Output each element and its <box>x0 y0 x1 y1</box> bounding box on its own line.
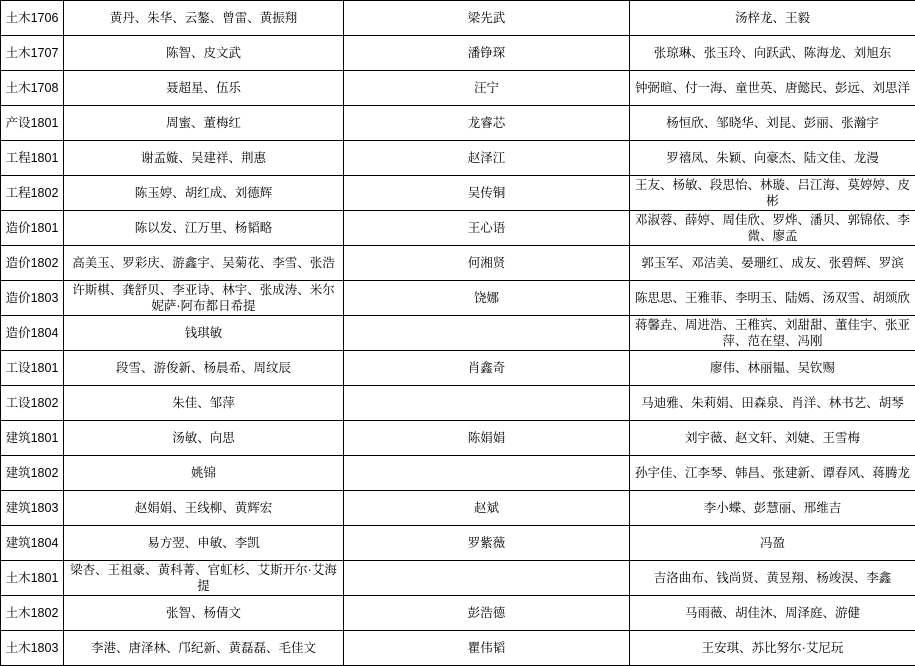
table-row <box>1 351 915 386</box>
class-id-cell: 土木1801 <box>1 561 64 596</box>
class-id-cell: 造价1804 <box>1 316 64 351</box>
names-group-2-cell: 刘宇薇、赵文轩、刘婕、王雪梅 <box>630 421 915 456</box>
names-group-1-cell: 高美玉、罗彩庆、游鑫宇、吴菊花、李雪、张浩 <box>64 246 344 281</box>
table-row <box>1 106 915 141</box>
class-id-cell: 土木1706 <box>1 1 64 36</box>
single-name-cell: 罗紫薇 <box>344 526 630 561</box>
class-id-cell: 造价1802 <box>1 246 64 281</box>
names-group-2-cell: 王友、杨敏、段思怡、林璇、吕江海、莫婷婷、皮彬 <box>630 176 915 211</box>
names-group-2-cell: 钟弼暄、付一海、童世英、唐懿民、彭远、刘思洋 <box>630 71 915 106</box>
table-row <box>1 316 915 351</box>
names-group-1-cell: 钱琪敏 <box>64 316 344 351</box>
names-group-1-cell: 姚锦 <box>64 456 344 491</box>
names-group-2-cell: 冯盈 <box>630 526 915 561</box>
names-group-1-cell: 陈以发、江万里、杨韬略 <box>64 211 344 246</box>
names-group-2-cell: 孙宇佳、江李琴、韩昌、张建新、谭春风、蒋腾龙 <box>630 456 915 491</box>
class-id-cell: 建筑1804 <box>1 526 64 561</box>
single-name-cell: 彭浩德 <box>344 596 630 631</box>
table-row <box>1 176 915 211</box>
single-name-cell <box>344 316 630 351</box>
table-row <box>1 1 915 36</box>
table-row <box>1 71 915 106</box>
names-group-1-cell: 陈智、皮文武 <box>64 36 344 71</box>
names-group-2-cell: 汤梓龙、王毅 <box>630 1 915 36</box>
class-id-cell: 工程1801 <box>1 141 64 176</box>
single-name-cell: 何湘贤 <box>344 246 630 281</box>
names-group-2-cell: 廖伟、林丽韫、吴钦赐 <box>630 351 915 386</box>
class-id-cell: 土木1707 <box>1 36 64 71</box>
names-group-1-cell: 张智、杨倩文 <box>64 596 344 631</box>
single-name-cell: 梁先武 <box>344 1 630 36</box>
names-group-1-cell: 汤敏、向思 <box>64 421 344 456</box>
table-row <box>1 631 915 666</box>
names-group-2-cell: 邓淑蓉、薛婷、周佳欣、罗烨、潘贝、郭锦依、李微、廖孟 <box>630 211 915 246</box>
names-group-1-cell: 黄丹、朱华、云鏊、曾雷、黄振翔 <box>64 1 344 36</box>
class-id-cell: 工程1802 <box>1 176 64 211</box>
class-id-cell: 造价1803 <box>1 281 64 316</box>
names-group-2-cell: 王安琪、苏比努尔·艾尼玩 <box>630 631 915 666</box>
names-group-1-cell: 许斯棋、龚舒贝、李亚诗、林宇、张成涛、米尔妮萨·阿布都日希提 <box>64 281 344 316</box>
class-id-cell: 工设1801 <box>1 351 64 386</box>
names-group-2-cell: 马迪雅、朱莉娟、田森泉、肖洋、林书艺、胡琴 <box>630 386 915 421</box>
names-group-2-cell: 蒋馨垚、周进浩、王稚宾、刘甜甜、董佳宇、张亚萍、范在望、冯刚 <box>630 316 915 351</box>
single-name-cell: 龙睿芯 <box>344 106 630 141</box>
single-name-cell: 陈娟娟 <box>344 421 630 456</box>
single-name-cell: 赵泽江 <box>344 141 630 176</box>
class-id-cell: 建筑1802 <box>1 456 64 491</box>
single-name-cell: 吴传铜 <box>344 176 630 211</box>
table-row <box>1 561 915 596</box>
single-name-cell: 潘铮琛 <box>344 36 630 71</box>
names-group-1-cell: 李港、唐泽林、邝纪新、黄磊磊、毛佳文 <box>64 631 344 666</box>
roster-table-body <box>1 1 915 666</box>
names-group-1-cell: 段雪、游俊新、杨晨希、周纹辰 <box>64 351 344 386</box>
names-group-2-cell: 杨恒欣、邹晓华、刘昆、彭丽、张瀚宇 <box>630 106 915 141</box>
class-id-cell: 产设1801 <box>1 106 64 141</box>
class-id-cell: 工设1802 <box>1 386 64 421</box>
single-name-cell: 饶娜 <box>344 281 630 316</box>
names-group-2-cell: 马雨薇、胡佳沐、周泽庭、游健 <box>630 596 915 631</box>
names-group-1-cell: 聂超星、伍乐 <box>64 71 344 106</box>
names-group-1-cell: 周蜜、董梅红 <box>64 106 344 141</box>
names-group-2-cell: 张琼琳、张玉玲、向跃武、陈海龙、刘旭东 <box>630 36 915 71</box>
single-name-cell: 肖鑫奇 <box>344 351 630 386</box>
class-id-cell: 土木1802 <box>1 596 64 631</box>
single-name-cell <box>344 561 630 596</box>
class-id-cell: 建筑1803 <box>1 491 64 526</box>
table-row <box>1 246 915 281</box>
single-name-cell <box>344 456 630 491</box>
single-name-cell: 瞿伟韬 <box>344 631 630 666</box>
single-name-cell <box>344 386 630 421</box>
names-group-2-cell: 李小蝶、彭慧丽、邢维吉 <box>630 491 915 526</box>
table-row <box>1 491 915 526</box>
names-group-1-cell: 朱佳、邹萍 <box>64 386 344 421</box>
class-id-cell: 土木1708 <box>1 71 64 106</box>
table-row <box>1 141 915 176</box>
table-row <box>1 36 915 71</box>
single-name-cell: 赵斌 <box>344 491 630 526</box>
class-id-cell: 土木1803 <box>1 631 64 666</box>
class-id-cell: 造价1801 <box>1 211 64 246</box>
names-group-2-cell: 郭玉军、邓洁美、晏珊红、成友、张碧辉、罗滨 <box>630 246 915 281</box>
names-group-2-cell: 陈思思、王雅菲、李明玉、陆嫣、汤双雪、胡颂欣 <box>630 281 915 316</box>
class-id-cell: 建筑1801 <box>1 421 64 456</box>
single-name-cell: 汪宁 <box>344 71 630 106</box>
table-row <box>1 421 915 456</box>
table-row <box>1 526 915 561</box>
names-group-1-cell: 易方翌、申敏、李凯 <box>64 526 344 561</box>
table-row <box>1 456 915 491</box>
table-row <box>1 281 915 316</box>
single-name-cell: 王心语 <box>344 211 630 246</box>
names-group-2-cell: 吉洛曲布、钱尚贤、黄昱翔、杨竣淏、李鑫 <box>630 561 915 596</box>
table-row <box>1 211 915 246</box>
table-row <box>1 596 915 631</box>
names-group-1-cell: 谢孟嫙、吴建祥、荆惠 <box>64 141 344 176</box>
names-group-1-cell: 梁杏、王祖豪、黄科菁、官虹杉、艾斯开尔·艾海提 <box>64 561 344 596</box>
names-group-1-cell: 赵娟娟、王线柳、黄辉宏 <box>64 491 344 526</box>
names-group-2-cell: 罗禧凤、朱颖、向豪杰、陆文佳、龙漫 <box>630 141 915 176</box>
table-row <box>1 386 915 421</box>
names-group-1-cell: 陈玉婷、胡红成、刘德辉 <box>64 176 344 211</box>
